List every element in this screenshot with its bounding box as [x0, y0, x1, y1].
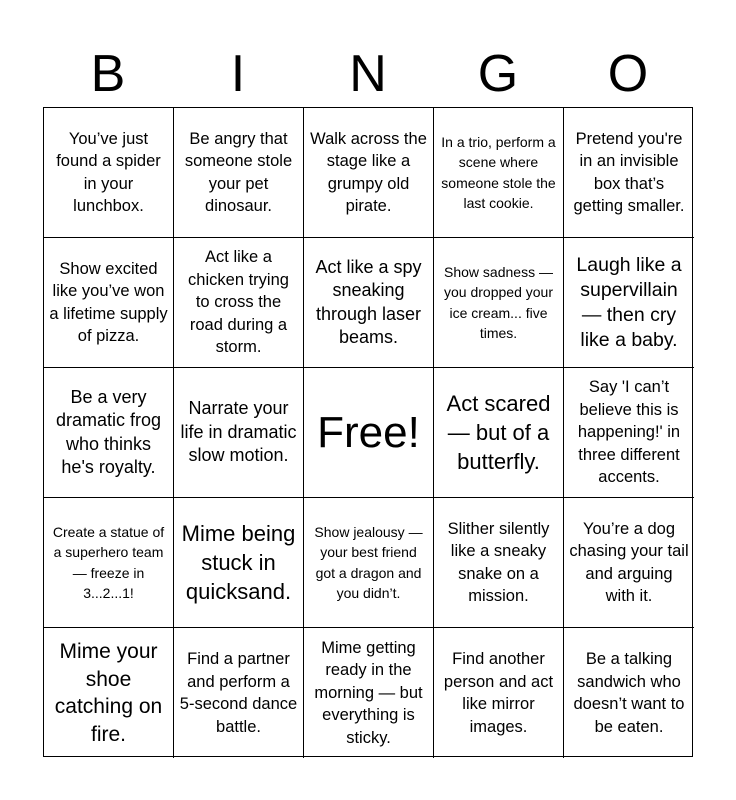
header-letter-n: N	[349, 45, 387, 103]
cell-text: Mime your shoe catching on fire.	[54, 640, 163, 746]
bingo-cell[interactable]	[564, 498, 694, 628]
cell-text: Slither silently like a sneaky snake on a mission.	[447, 519, 550, 605]
cell-text: Act like a chicken trying to cross the road during a storm.	[188, 248, 289, 357]
bingo-cell[interactable]	[434, 628, 564, 758]
bingo-cell[interactable]	[174, 368, 304, 498]
cell-text: Show jealousy — your best friend got a dragon and you didn’t.	[314, 523, 423, 601]
cell-text: Narrate your life in dramatic slow motion.	[180, 398, 297, 466]
bingo-cell[interactable]	[304, 628, 434, 758]
header-letter-i: I	[230, 45, 246, 103]
cell-text: Be a very dramatic frog who thinks he's royalty.	[55, 386, 162, 477]
bingo-cell[interactable]	[304, 238, 434, 368]
cell-text: Find another person and act like mirror images.	[443, 650, 554, 736]
free-space-text: Free!	[317, 407, 420, 457]
cell-text: Laugh like a supervillain — then cry like a baby.	[576, 253, 682, 351]
bingo-cell[interactable]	[564, 368, 694, 498]
bingo-cell[interactable]	[174, 628, 304, 758]
cell-text: In a trio, perform a scene where someone stole the last cookie.	[441, 133, 556, 211]
cell-text: Act scared — but of a butterfly.	[446, 391, 551, 474]
cell-text: Show sadness — you dropped your ice cream... five times.	[444, 263, 553, 341]
bingo-cell[interactable]	[434, 368, 564, 498]
bingo-cell[interactable]	[564, 238, 694, 368]
cell-text: Find a partner and perform a 5-second dance battle.	[179, 650, 298, 736]
cell-text: Walk across the stage like a grumpy old pirate.	[310, 129, 427, 215]
cell-text: Mime getting ready in the morning — but everything is sticky.	[314, 638, 423, 747]
cell-text: Act like a spy sneaking through laser beams.	[315, 256, 422, 347]
cell-text: Create a statue of a superhero team — freeze in 3...2...1!	[52, 523, 165, 601]
cell-text: Be angry that someone stole your pet dinosaur.	[184, 129, 293, 215]
bingo-cell[interactable]	[44, 498, 174, 628]
bingo-cell[interactable]	[44, 108, 174, 238]
cell-text: You’re a dog chasing your tail and arguing with it.	[569, 519, 689, 605]
free-space-cell[interactable]	[304, 368, 434, 498]
bingo-cell[interactable]	[44, 238, 174, 368]
bingo-grid	[43, 107, 693, 757]
cell-text: You’ve just found a spider in your lunchbox.	[56, 129, 161, 215]
bingo-cell[interactable]	[44, 628, 174, 758]
header-letter-b: B	[90, 45, 126, 103]
cell-text: Mime being stuck in quicksand.	[181, 521, 296, 604]
bingo-cell[interactable]	[174, 498, 304, 628]
bingo-cell[interactable]	[44, 368, 174, 498]
cell-text: Pretend you're in an invisible box that’s getting smaller.	[573, 129, 685, 215]
cell-text: Show excited like you’ve won a lifetime supply of pizza.	[49, 259, 168, 345]
bingo-cell[interactable]	[434, 238, 564, 368]
bingo-cell[interactable]	[174, 238, 304, 368]
bingo-header	[43, 44, 693, 104]
bingo-cell[interactable]	[174, 108, 304, 238]
bingo-cell[interactable]	[564, 108, 694, 238]
bingo-cell[interactable]	[564, 628, 694, 758]
bingo-cell[interactable]	[434, 108, 564, 238]
bingo-cell[interactable]	[304, 498, 434, 628]
header-letter-g: G	[477, 45, 519, 103]
bingo-cell[interactable]	[434, 498, 564, 628]
header-letter-o: O	[607, 45, 649, 103]
cell-text: Be a talking sandwich who doesn’t want to be eaten.	[573, 650, 685, 736]
bingo-cell[interactable]	[304, 108, 434, 238]
cell-text: Say 'I can’t believe this is happening!' in three different accents.	[577, 378, 681, 487]
